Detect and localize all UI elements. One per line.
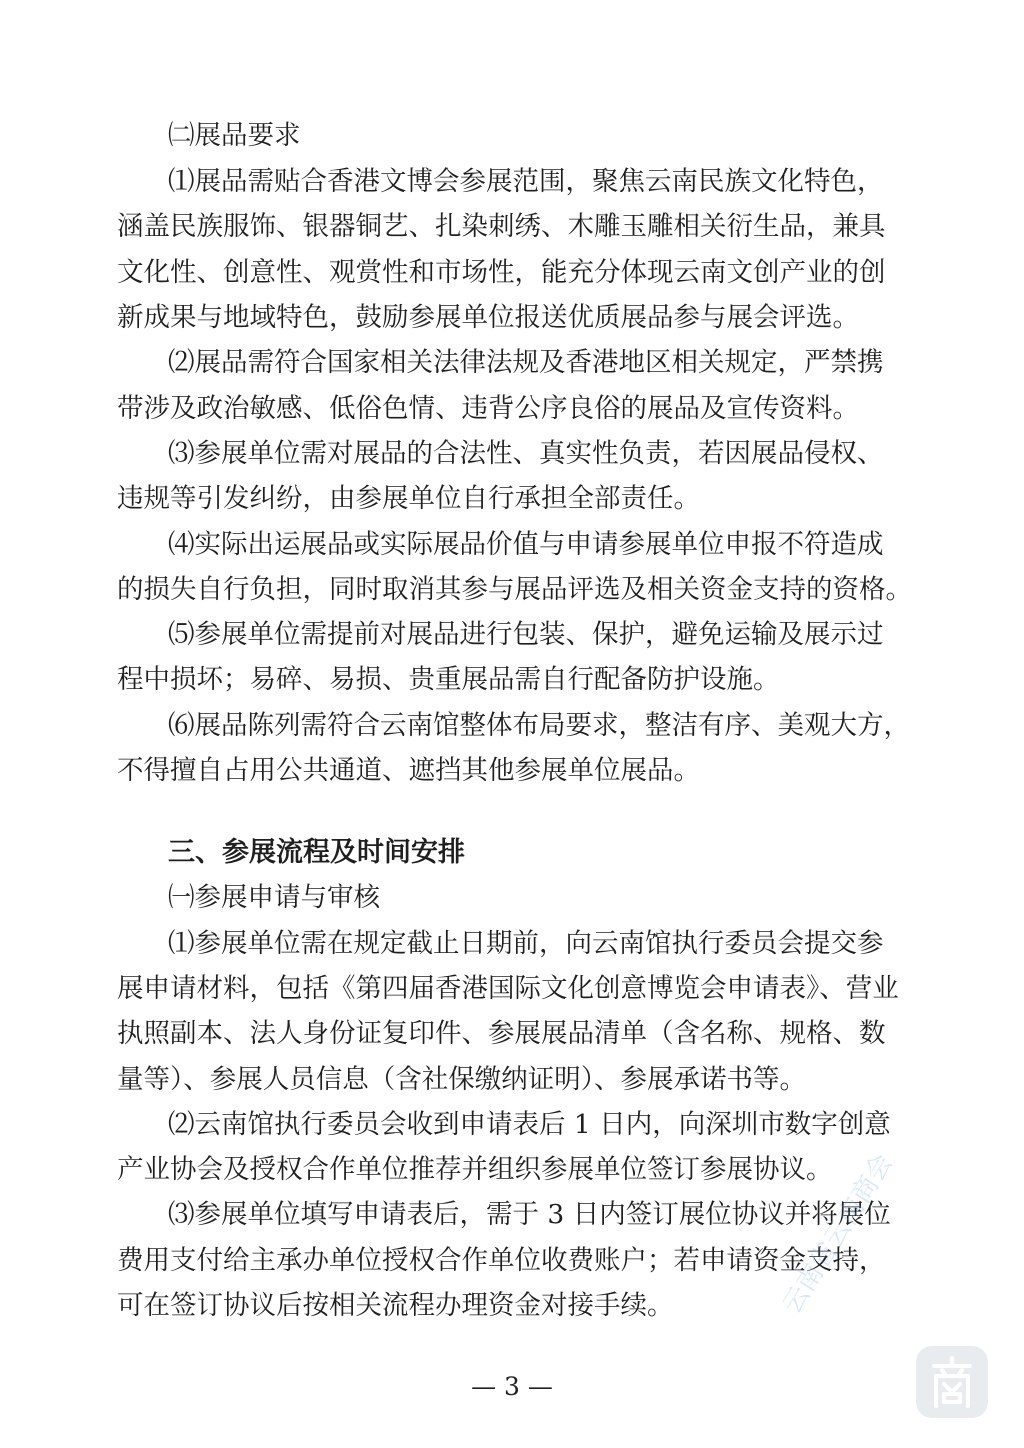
watermark-text: 云南省云南商会 <box>777 1148 899 1320</box>
paragraph-line: 量等）、参展人员信息（含社保缴纳证明）、参展承诺书等。 <box>117 1064 806 1095</box>
paragraph-line: 新成果与地域特色，鼓励参展单位报送优质展品参与展会评选。 <box>117 302 859 333</box>
paragraph-line: 展申请材料，包括《第四届香港国际文化创意博览会申请表》、营业 <box>117 973 899 1004</box>
paragraph-line: 不得擅自占用公共通道、遮挡其他参展单位展品。 <box>117 755 700 786</box>
paragraph-line: 可在签订协议后按相关流程办理资金对接手续。 <box>117 1290 674 1321</box>
paragraph-line: 违规等引发纠纷，由参展单位自行承担全部责任。 <box>117 483 700 514</box>
paragraph-line: ⑸参展单位需提前对展品进行包装、保护，避免运输及展示过 <box>168 619 884 650</box>
paragraph-line: 产业协会及授权合作单位推荐并组织参展单位签订参展协议。 <box>117 1154 833 1185</box>
shang-logo-icon <box>916 1346 988 1418</box>
paragraph-line: 的损失自行负担，同时取消其参与展品评选及相关资金支持的资格。 <box>117 574 912 605</box>
section-heading: ㈡展品要求 <box>168 120 301 151</box>
paragraph-line: 执照副本、法人身份证复印件、参展展品清单（含名称、规格、数 <box>117 1018 886 1049</box>
paragraph-line: 费用支付给主承办单位授权合作单位收费账户；若申请资金支持， <box>117 1245 886 1276</box>
paragraph-line: ⑵展品需符合国家相关法律法规及香港地区相关规定，严禁携 <box>168 347 884 378</box>
paragraph-line: 涵盖民族服饰、银器铜艺、扎染刺绣、木雕玉雕相关衍生品，兼具 <box>117 211 886 242</box>
paragraph-line: ⑴参展单位需在规定截止日期前，向云南馆执行委员会提交参 <box>168 928 884 959</box>
paragraph-line: ⑵云南馆执行委员会收到申请表后 1 日内，向深圳市数字创意 <box>168 1109 891 1140</box>
paragraph-line: ⑷实际出运展品或实际展品价值与申请参展单位申报不符造成 <box>168 529 884 560</box>
paragraph-line: ⑶参展单位需对展品的合法性、真实性负责，若因展品侵权、 <box>168 438 884 469</box>
paragraph-line: ⑹展品陈列需符合云南馆整体布局要求，整洁有序、美观大方， <box>168 710 910 741</box>
page-number: — 3 — <box>471 1372 553 1401</box>
paragraph-line: 文化性、创意性、观赏性和市场性，能充分体现云南文创产业的创 <box>117 257 886 288</box>
paragraph-line: 程中损坏；易碎、易损、贵重展品需自行配备防护设施。 <box>117 664 780 695</box>
paragraph-line: 带涉及政治敏感、低俗色情、违背公序良俗的展品及宣传资料。 <box>117 393 859 424</box>
paragraph-line: ⑶参展单位填写申请表后，需于 3 日内签订展位协议并将展位 <box>168 1199 891 1230</box>
paragraph-line: ⑴展品需贴合香港文博会参展范围，聚焦云南民族文化特色， <box>168 166 884 197</box>
section-heading: ㈠参展申请与审核 <box>168 882 380 913</box>
chapter-heading: 三、参展流程及时间安排 <box>168 837 465 868</box>
